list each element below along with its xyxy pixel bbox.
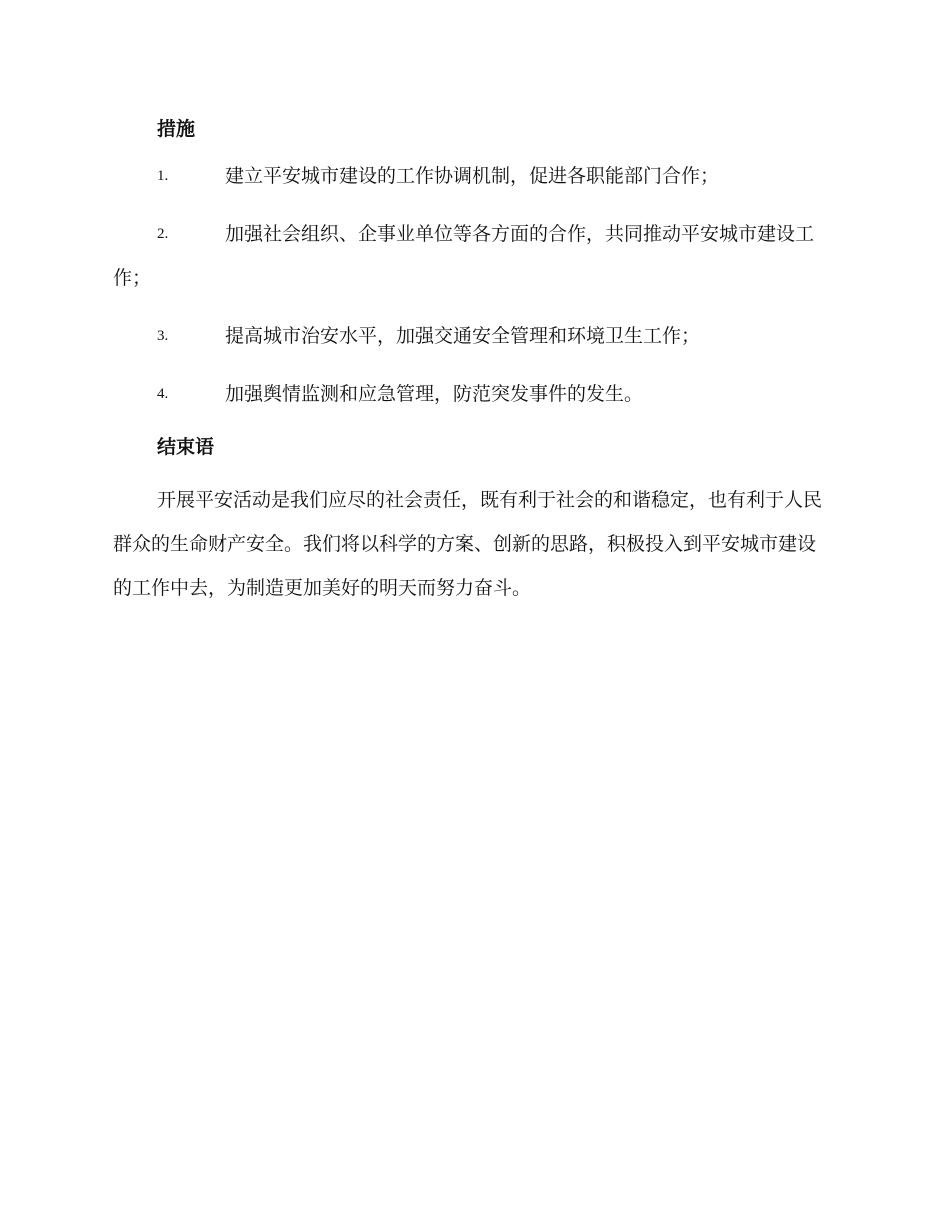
section-heading-conclusion: 结束语 (157, 436, 215, 458)
list-item-number: 1. (157, 168, 169, 184)
document-content (113, 112, 833, 610)
list-item (113, 314, 833, 358)
list-item-text: 加强舆情监测和应急管理，防范突发事件的发生。 (225, 383, 644, 405)
list-item-text: 提高城市治安水平，加强交通安全管理和环境卫生工作； (225, 325, 701, 347)
list-item-number: 2. (157, 226, 169, 242)
conclusion-paragraph: 开展平安活动是我们应尽的社会责任，既有利于社会的和谐稳定，也有利于人民群众的生命财产安全。我们将以科学的方案、创新的思路，积极投入到平安城市建设的工作中去，为制造更加美好的明天而努力奋斗。 (113, 489, 823, 599)
list-item-number: 3. (157, 328, 169, 344)
list-item (113, 154, 833, 198)
list-item (113, 372, 833, 416)
list-item-number: 4. (157, 386, 169, 402)
measures-list (113, 154, 833, 416)
list-item-text: 加强社会组织、企事业单位等各方面的合作，共同推动平安城市建设工作； (113, 223, 815, 289)
list-item-text: 建立平安城市建设的工作协调机制，促进各职能部门合作； (225, 165, 720, 187)
section-heading-measures: 措施 (157, 118, 196, 140)
list-item (113, 212, 833, 300)
